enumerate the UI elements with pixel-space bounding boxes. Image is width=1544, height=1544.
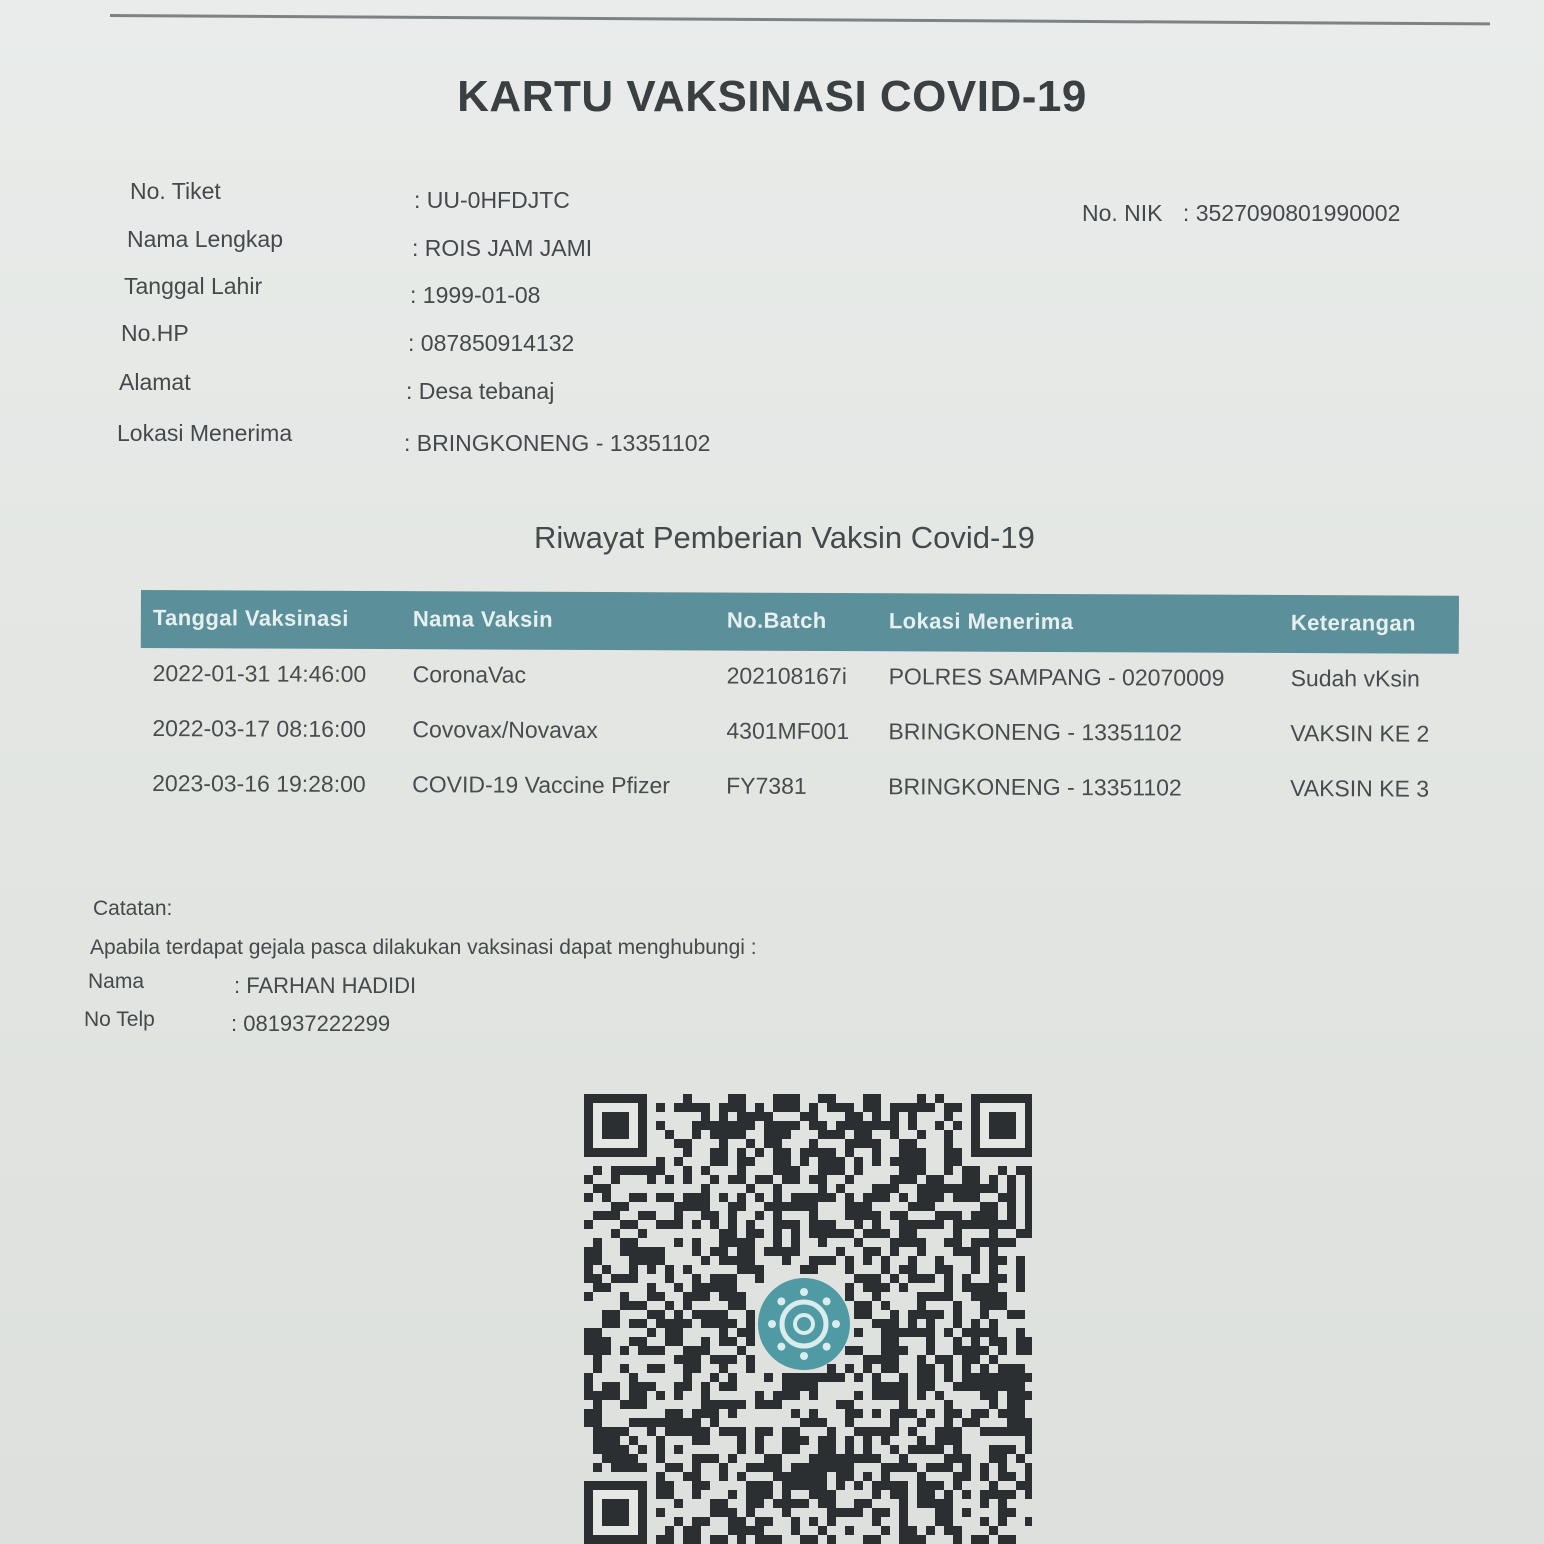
qr-code <box>582 1092 1032 1544</box>
column-header-location: Lokasi Menerima <box>888 608 1074 635</box>
info-label-name: Nama Lengkap <box>127 226 283 252</box>
table-row <box>140 758 1458 819</box>
table-row <box>141 648 1459 709</box>
info-value-address: : Desa tebanaj <box>406 378 555 404</box>
vaccine-history-table <box>140 590 1459 819</box>
info-value-location: : BRINGKONENG - 13351102 <box>404 430 711 456</box>
column-header-batch: No.Batch <box>726 607 827 633</box>
cell-note: VAKSIN KE 2 <box>1290 720 1430 747</box>
cell-vaccine: Covovax/Novavax <box>412 716 598 743</box>
contact-name-value: : FARHAN HADIDI <box>234 973 417 998</box>
column-header-date: Tanggal Vaksinasi <box>152 605 349 631</box>
info-label-location: Lokasi Menerima <box>117 420 293 446</box>
cell-note: VAKSIN KE 3 <box>1290 775 1430 802</box>
contact-name-label: Nama <box>88 970 145 993</box>
qr-code-graphic <box>582 1092 1032 1544</box>
table-header <box>141 590 1459 654</box>
cell-date: 2023-03-16 19:28:00 <box>152 770 366 797</box>
card-title: KARTU VAKSINASI COVID-19 <box>457 72 1087 121</box>
info-label-ticket: No. Tiket <box>130 178 221 204</box>
contact-phone-label: No Telp <box>84 1008 155 1031</box>
top-rule <box>110 14 1490 25</box>
cell-date: 2022-03-17 08:16:00 <box>152 715 367 742</box>
pedulilindungi-logo-icon <box>758 1278 850 1370</box>
cell-note: Sudah vKsin <box>1290 665 1420 692</box>
table-row <box>140 703 1458 764</box>
column-header-note: Keterangan <box>1290 610 1416 636</box>
cell-location: POLRES SAMPANG - 02070009 <box>888 663 1225 691</box>
cell-vaccine: COVID-19 Vaccine Pfizer <box>412 771 670 799</box>
cell-date: 2022-01-31 14:46:00 <box>152 660 367 687</box>
info-value-name: : ROIS JAM JAMI <box>412 235 593 261</box>
column-header-vaccine: Nama Vaksin <box>412 606 554 632</box>
notes-text: Apabila terdapat gejala pasca dilakukan vaksinasi dapat menghubungi : <box>90 936 757 959</box>
cell-batch: FY7381 <box>726 772 807 799</box>
notes-heading: Catatan: <box>93 897 173 920</box>
cell-batch: 4301MF001 <box>726 717 850 745</box>
info-label-phone: No.HP <box>121 320 189 346</box>
nik-label: No. NIK <box>1082 200 1163 226</box>
cell-vaccine: CoronaVac <box>412 661 527 688</box>
cell-location: BRINGKONENG - 13351102 <box>888 718 1183 746</box>
info-value-ticket: : UU-0HFDJTC <box>414 187 570 213</box>
contact-phone-value: : 081937222299 <box>231 1011 391 1036</box>
info-label-dob: Tanggal Lahir <box>124 273 263 299</box>
cell-location: BRINGKONENG - 13351102 <box>888 773 1182 801</box>
info-value-phone: : 087850914132 <box>408 330 575 356</box>
info-label-address: Alamat <box>119 369 191 395</box>
cell-batch: 202108167i <box>726 662 847 690</box>
history-title: Riwayat Pemberian Vaksin Covid-19 <box>534 520 1035 555</box>
nik-field <box>1082 200 1400 227</box>
info-value-dob: : 1999-01-08 <box>410 282 541 308</box>
nik-value: : 3527090801990002 <box>1182 200 1401 226</box>
